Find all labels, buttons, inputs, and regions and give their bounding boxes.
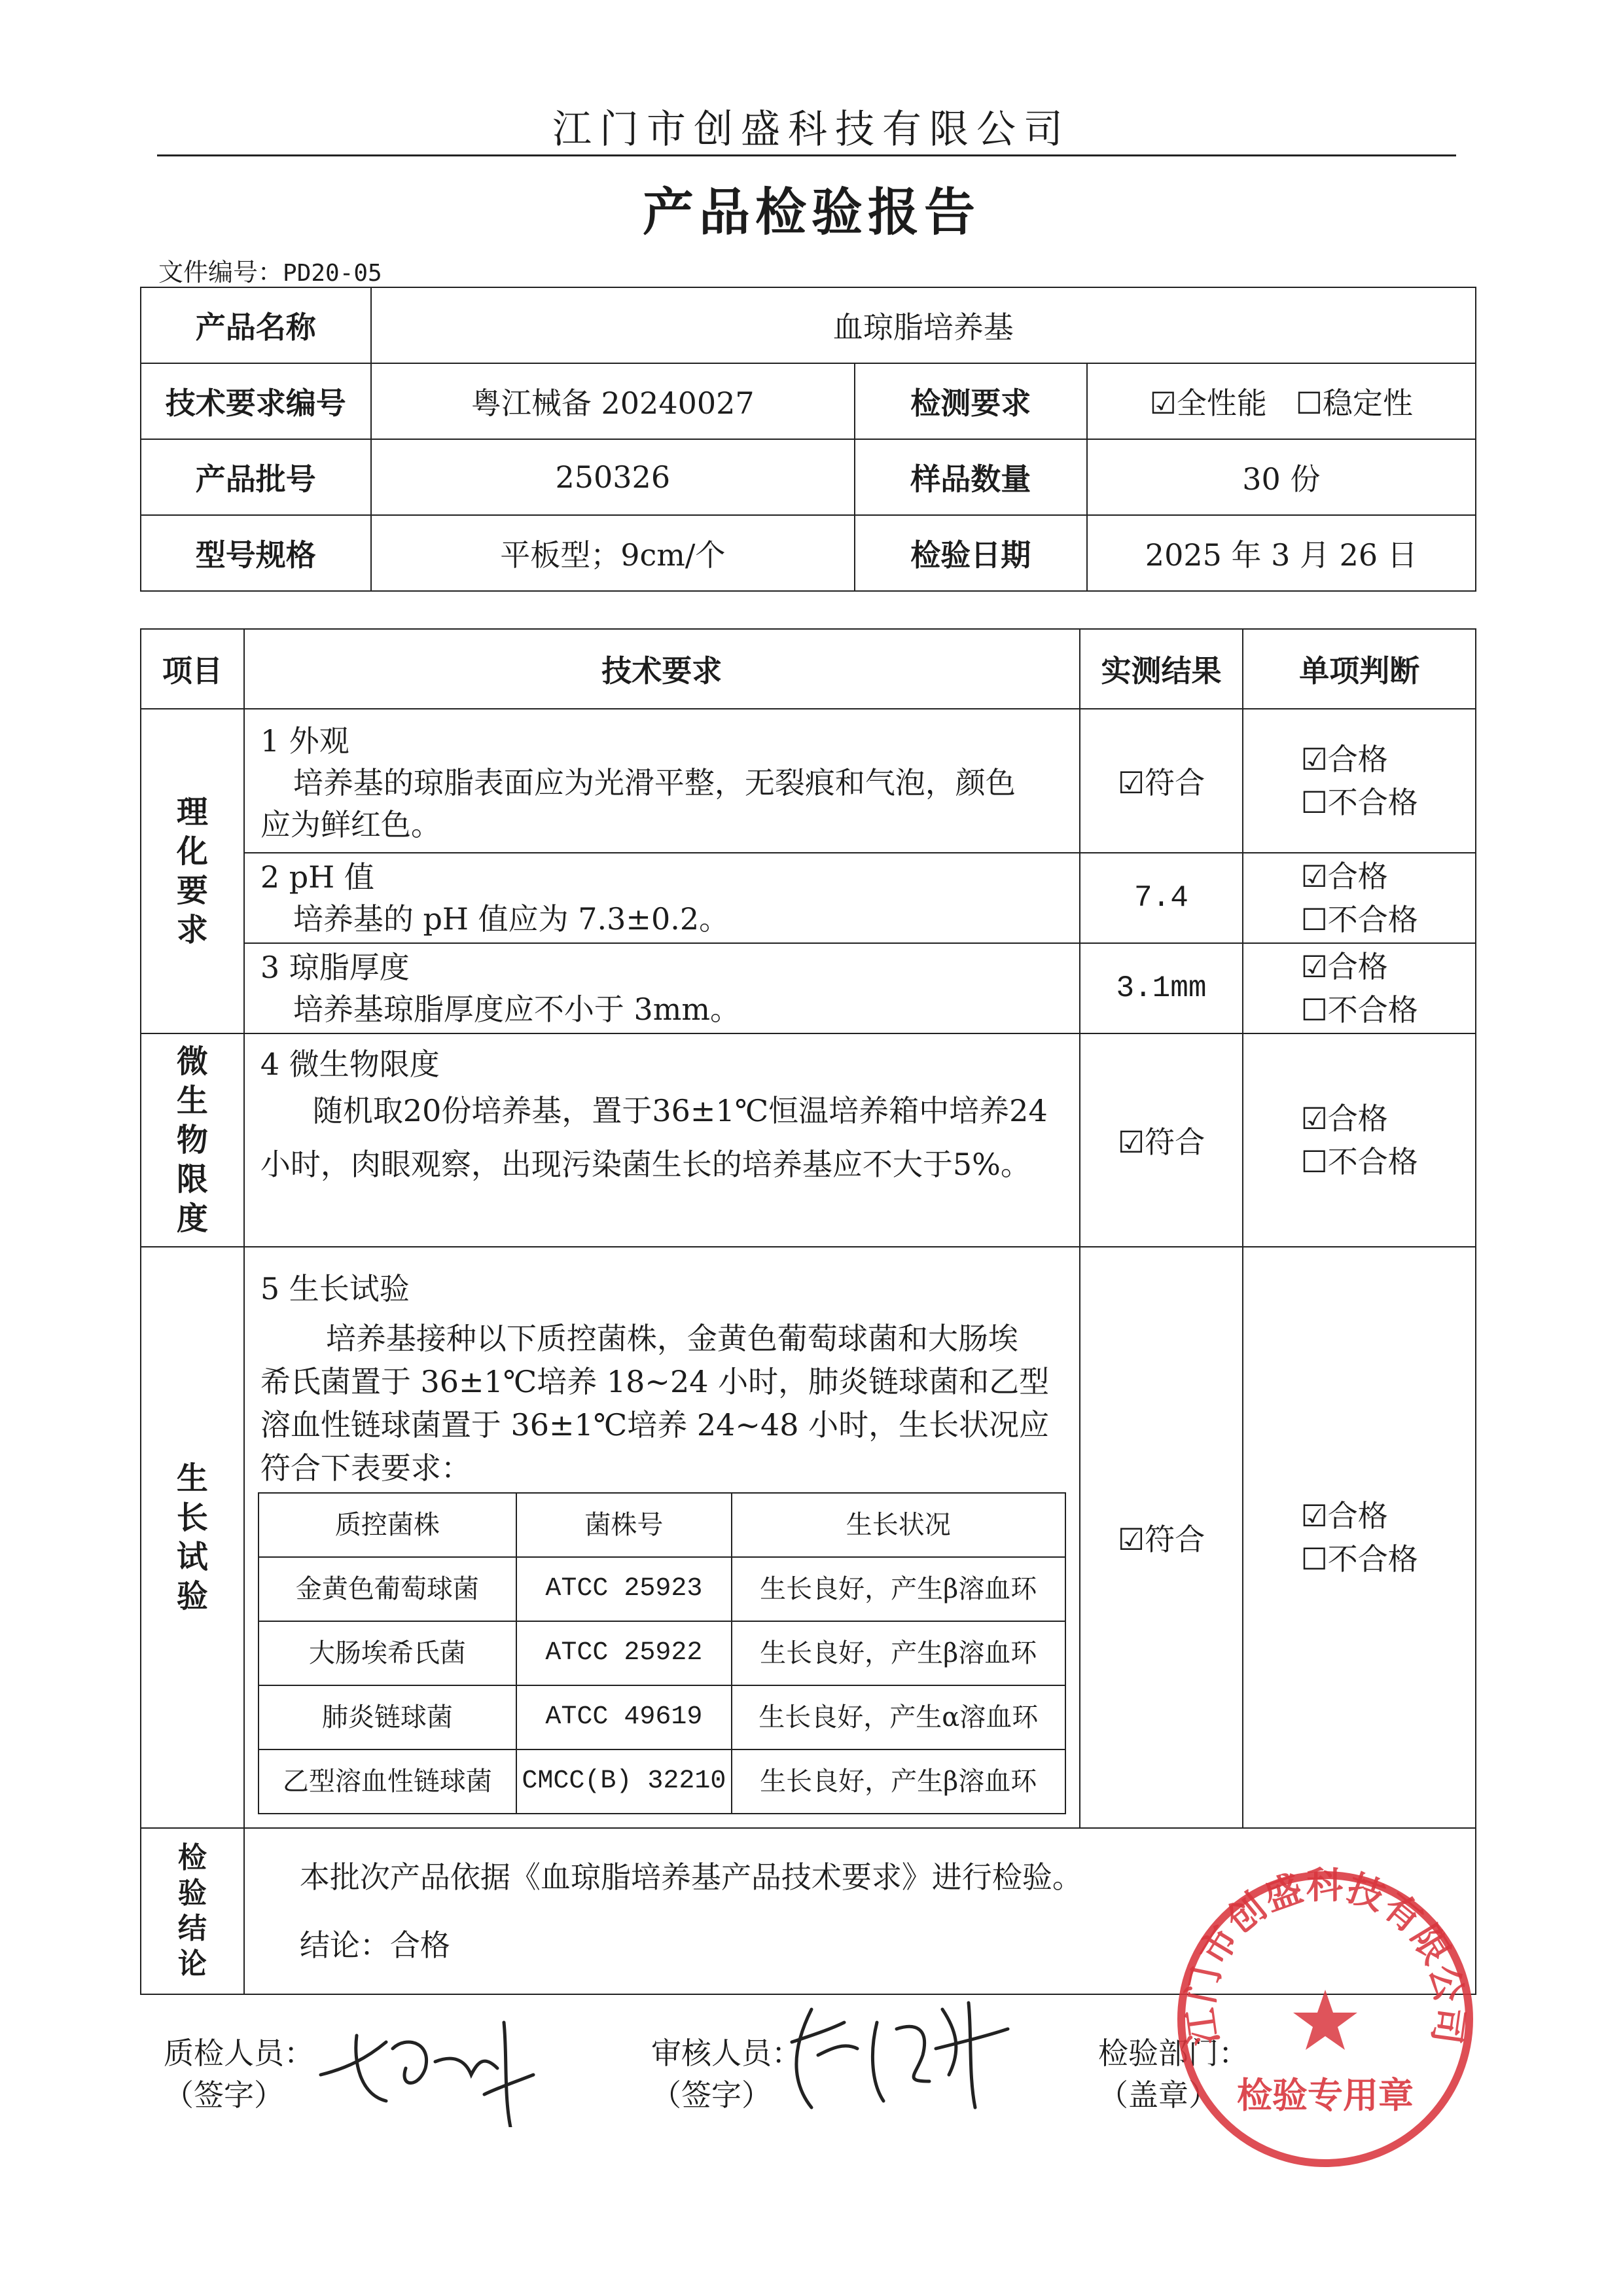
doc-no-label: 文件编号： — [158, 258, 283, 287]
strain-header-row — [259, 1493, 1065, 1557]
item4-title: 4 微生物限度 — [260, 1047, 440, 1082]
group-conclusion — [141, 1828, 244, 1994]
item1-requirement — [244, 709, 1080, 853]
inspector-block — [164, 2032, 314, 2116]
table-row — [259, 1749, 1065, 1814]
strain-name: 大肠埃希氏菌 — [259, 1621, 516, 1685]
item3-title: 3 琼脂厚度 — [260, 950, 410, 985]
doc-no-value: PD20-05 — [283, 260, 382, 287]
group-growth — [141, 1247, 244, 1828]
group-physchem-label: 理 化 要 求 — [176, 794, 208, 948]
item5-title: 5 生长试验 — [260, 1271, 410, 1306]
table-row — [141, 1033, 1476, 1247]
fail-checkbox: ☐不合格 — [1300, 1541, 1418, 1577]
test-req-label: 检测要求 — [855, 363, 1087, 439]
item4-result: ☑符合 — [1080, 1033, 1243, 1247]
item5-judgement — [1243, 1247, 1476, 1828]
test-date-label: 检验日期 — [855, 515, 1087, 591]
test-req-value — [1087, 363, 1476, 439]
item3-result: 3.1mm — [1080, 943, 1243, 1033]
model-value: 平板型；9cm/个 — [371, 515, 855, 591]
pass-checkbox: ☑合格 — [1300, 859, 1388, 894]
full-performance-checkbox: ☑全性能 — [1149, 386, 1267, 421]
qc-strain-table — [258, 1492, 1066, 1814]
strain-growth: 生长良好，产生β溶血环 — [732, 1749, 1065, 1814]
inspector-note: （签字） — [164, 2077, 284, 2113]
info-row — [141, 363, 1476, 439]
item1-text: 培养基的琼脂表面应为光滑平整，无裂痕和气泡，颜色 — [293, 765, 1016, 800]
item2-text: 培养基的 pH 值应为 7.3±0.2。 — [293, 901, 730, 937]
item5-result: ☑符合 — [1080, 1247, 1243, 1828]
stability-checkbox: ☐稳定性 — [1295, 386, 1413, 421]
item3-text: 培养基琼脂厚度应不小于 3mm。 — [293, 992, 740, 1027]
fail-checkbox: ☐不合格 — [1300, 1144, 1418, 1179]
inspector-signature-icon — [308, 1996, 543, 2127]
pass-checkbox: ☑合格 — [1300, 742, 1388, 777]
item4-text: 随机取20份培养基，置于36±1℃恒温培养箱中培养24 — [312, 1093, 1048, 1128]
pass-checkbox: ☑合格 — [1300, 949, 1388, 984]
strain-name: 金黄色葡萄球菌 — [259, 1557, 516, 1621]
test-date-value: 2025 年 3 月 26 日 — [1087, 515, 1476, 591]
department-note: （盖章） — [1098, 2077, 1219, 2113]
fail-checkbox: ☐不合格 — [1300, 992, 1418, 1028]
strain-code: CMCC(B) 32210 — [516, 1749, 732, 1814]
strain-header-name: 质控菌株 — [259, 1493, 516, 1557]
item2-judgement — [1243, 853, 1476, 943]
header-judgement: 单项判断 — [1243, 629, 1476, 709]
product-name-value: 血琼脂培养基 — [371, 287, 1476, 363]
strain-name: 乙型溶血性链球菌 — [259, 1749, 516, 1814]
document-number — [158, 252, 382, 288]
conclusion-text: 本批次产品依据《血琼脂培养基产品技术要求》进行检验。 — [299, 1859, 1082, 1895]
tech-req-no-label: 技术要求编号 — [141, 363, 371, 439]
item3-requirement — [244, 943, 1080, 1033]
strain-header-growth: 生长状况 — [732, 1493, 1065, 1557]
strain-code: ATCC 25922 — [516, 1621, 732, 1685]
stamp-outer-text: 江门市创盛科技有限公司 — [1179, 1865, 1471, 2048]
table-row — [259, 1557, 1065, 1621]
header-rule — [157, 154, 1456, 156]
header-result: 实测结果 — [1080, 629, 1243, 709]
group-physchem — [141, 709, 244, 1033]
item2-result: 7.4 — [1080, 853, 1243, 943]
item3-judgement — [1243, 943, 1476, 1033]
product-info-table — [140, 287, 1476, 592]
table-row — [141, 943, 1476, 1033]
reviewer-label: 审核人员： — [651, 2036, 802, 2071]
batch-value: 250326 — [371, 439, 855, 515]
info-row — [141, 515, 1476, 591]
strain-growth: 生长良好，产生β溶血环 — [732, 1557, 1065, 1621]
strain-growth: 生长良好，产生β溶血环 — [732, 1621, 1065, 1685]
tech-req-no-value: 粤江械备 20240027 — [371, 363, 855, 439]
official-stamp — [1171, 1865, 1479, 2173]
strain-code: ATCC 49619 — [516, 1685, 732, 1749]
pass-checkbox: ☑合格 — [1300, 1498, 1388, 1534]
strain-code: ATCC 25923 — [516, 1557, 732, 1621]
info-row — [141, 287, 1476, 363]
department-label: 检验部门： — [1098, 2036, 1249, 2071]
inspector-label: 质检人员： — [164, 2036, 314, 2071]
conclusion-result: 结论：合格 — [299, 1928, 450, 1963]
item5-text4: 符合下表要求： — [260, 1450, 471, 1486]
fail-checkbox: ☐不合格 — [1300, 902, 1418, 937]
item1-title: 1 外观 — [260, 723, 349, 759]
item1-result: ☑符合 — [1080, 709, 1243, 853]
item4-judgement — [1243, 1033, 1476, 1247]
group-micro-label: 微 生 物 限 度 — [176, 1043, 208, 1237]
header-item: 项目 — [141, 629, 244, 709]
item4-requirement — [244, 1033, 1080, 1247]
pass-checkbox: ☑合格 — [1300, 1101, 1388, 1136]
table-row — [259, 1621, 1065, 1685]
reviewer-signature-icon — [772, 1983, 1021, 2114]
table-row — [259, 1685, 1065, 1749]
product-name-label: 产品名称 — [141, 287, 371, 363]
strain-growth: 生长良好，产生α溶血环 — [732, 1685, 1065, 1749]
model-label: 型号规格 — [141, 515, 371, 591]
table-row — [141, 853, 1476, 943]
fail-checkbox: ☐不合格 — [1300, 785, 1418, 820]
header-tech-req: 技术要求 — [244, 629, 1080, 709]
group-micro — [141, 1033, 244, 1247]
inspection-table — [140, 628, 1476, 1995]
item1-text2: 应为鲜红色。 — [260, 807, 441, 842]
item2-requirement — [244, 853, 1080, 943]
table-row — [141, 709, 1476, 853]
table-header-row — [141, 629, 1476, 709]
item5-text3: 溶血性链球菌置于 36±1℃培养 24~48 小时，生长状况应 — [260, 1407, 1050, 1443]
strain-name: 肺炎链球菌 — [259, 1685, 516, 1749]
info-row — [141, 439, 1476, 515]
sample-qty-label: 样品数量 — [855, 439, 1087, 515]
item5-text2: 希氏菌置于 36±1℃培养 18~24 小时，肺炎链球菌和乙型 — [260, 1364, 1050, 1399]
batch-label: 产品批号 — [141, 439, 371, 515]
report-title: 产品检验报告 — [642, 183, 980, 242]
item5-text: 培养基接种以下质控菌株，金黄色葡萄球菌和大肠埃 — [325, 1321, 1018, 1356]
stamp-star-icon — [1293, 1990, 1357, 2050]
table-row — [141, 1247, 1476, 1828]
item5-requirement — [244, 1247, 1080, 1828]
sample-qty-value: 30 份 — [1087, 439, 1476, 515]
item4-text2: 小时，肉眼观察，出现污染菌生长的培养基应不大于5%。 — [260, 1147, 1031, 1182]
item1-judgement — [1243, 709, 1476, 853]
reviewer-note: （签字） — [651, 2077, 772, 2113]
item2-title: 2 pH 值 — [260, 859, 374, 895]
group-conclusion-label: 检 验 结 论 — [177, 1841, 207, 1981]
company-name: 江门市创盛科技有限公司 — [552, 107, 1071, 152]
strain-header-code: 菌株号 — [516, 1493, 732, 1557]
group-growth-label: 生 长 试 验 — [176, 1460, 208, 1615]
stamp-inner-text: 检验专用章 — [1237, 2075, 1414, 2116]
